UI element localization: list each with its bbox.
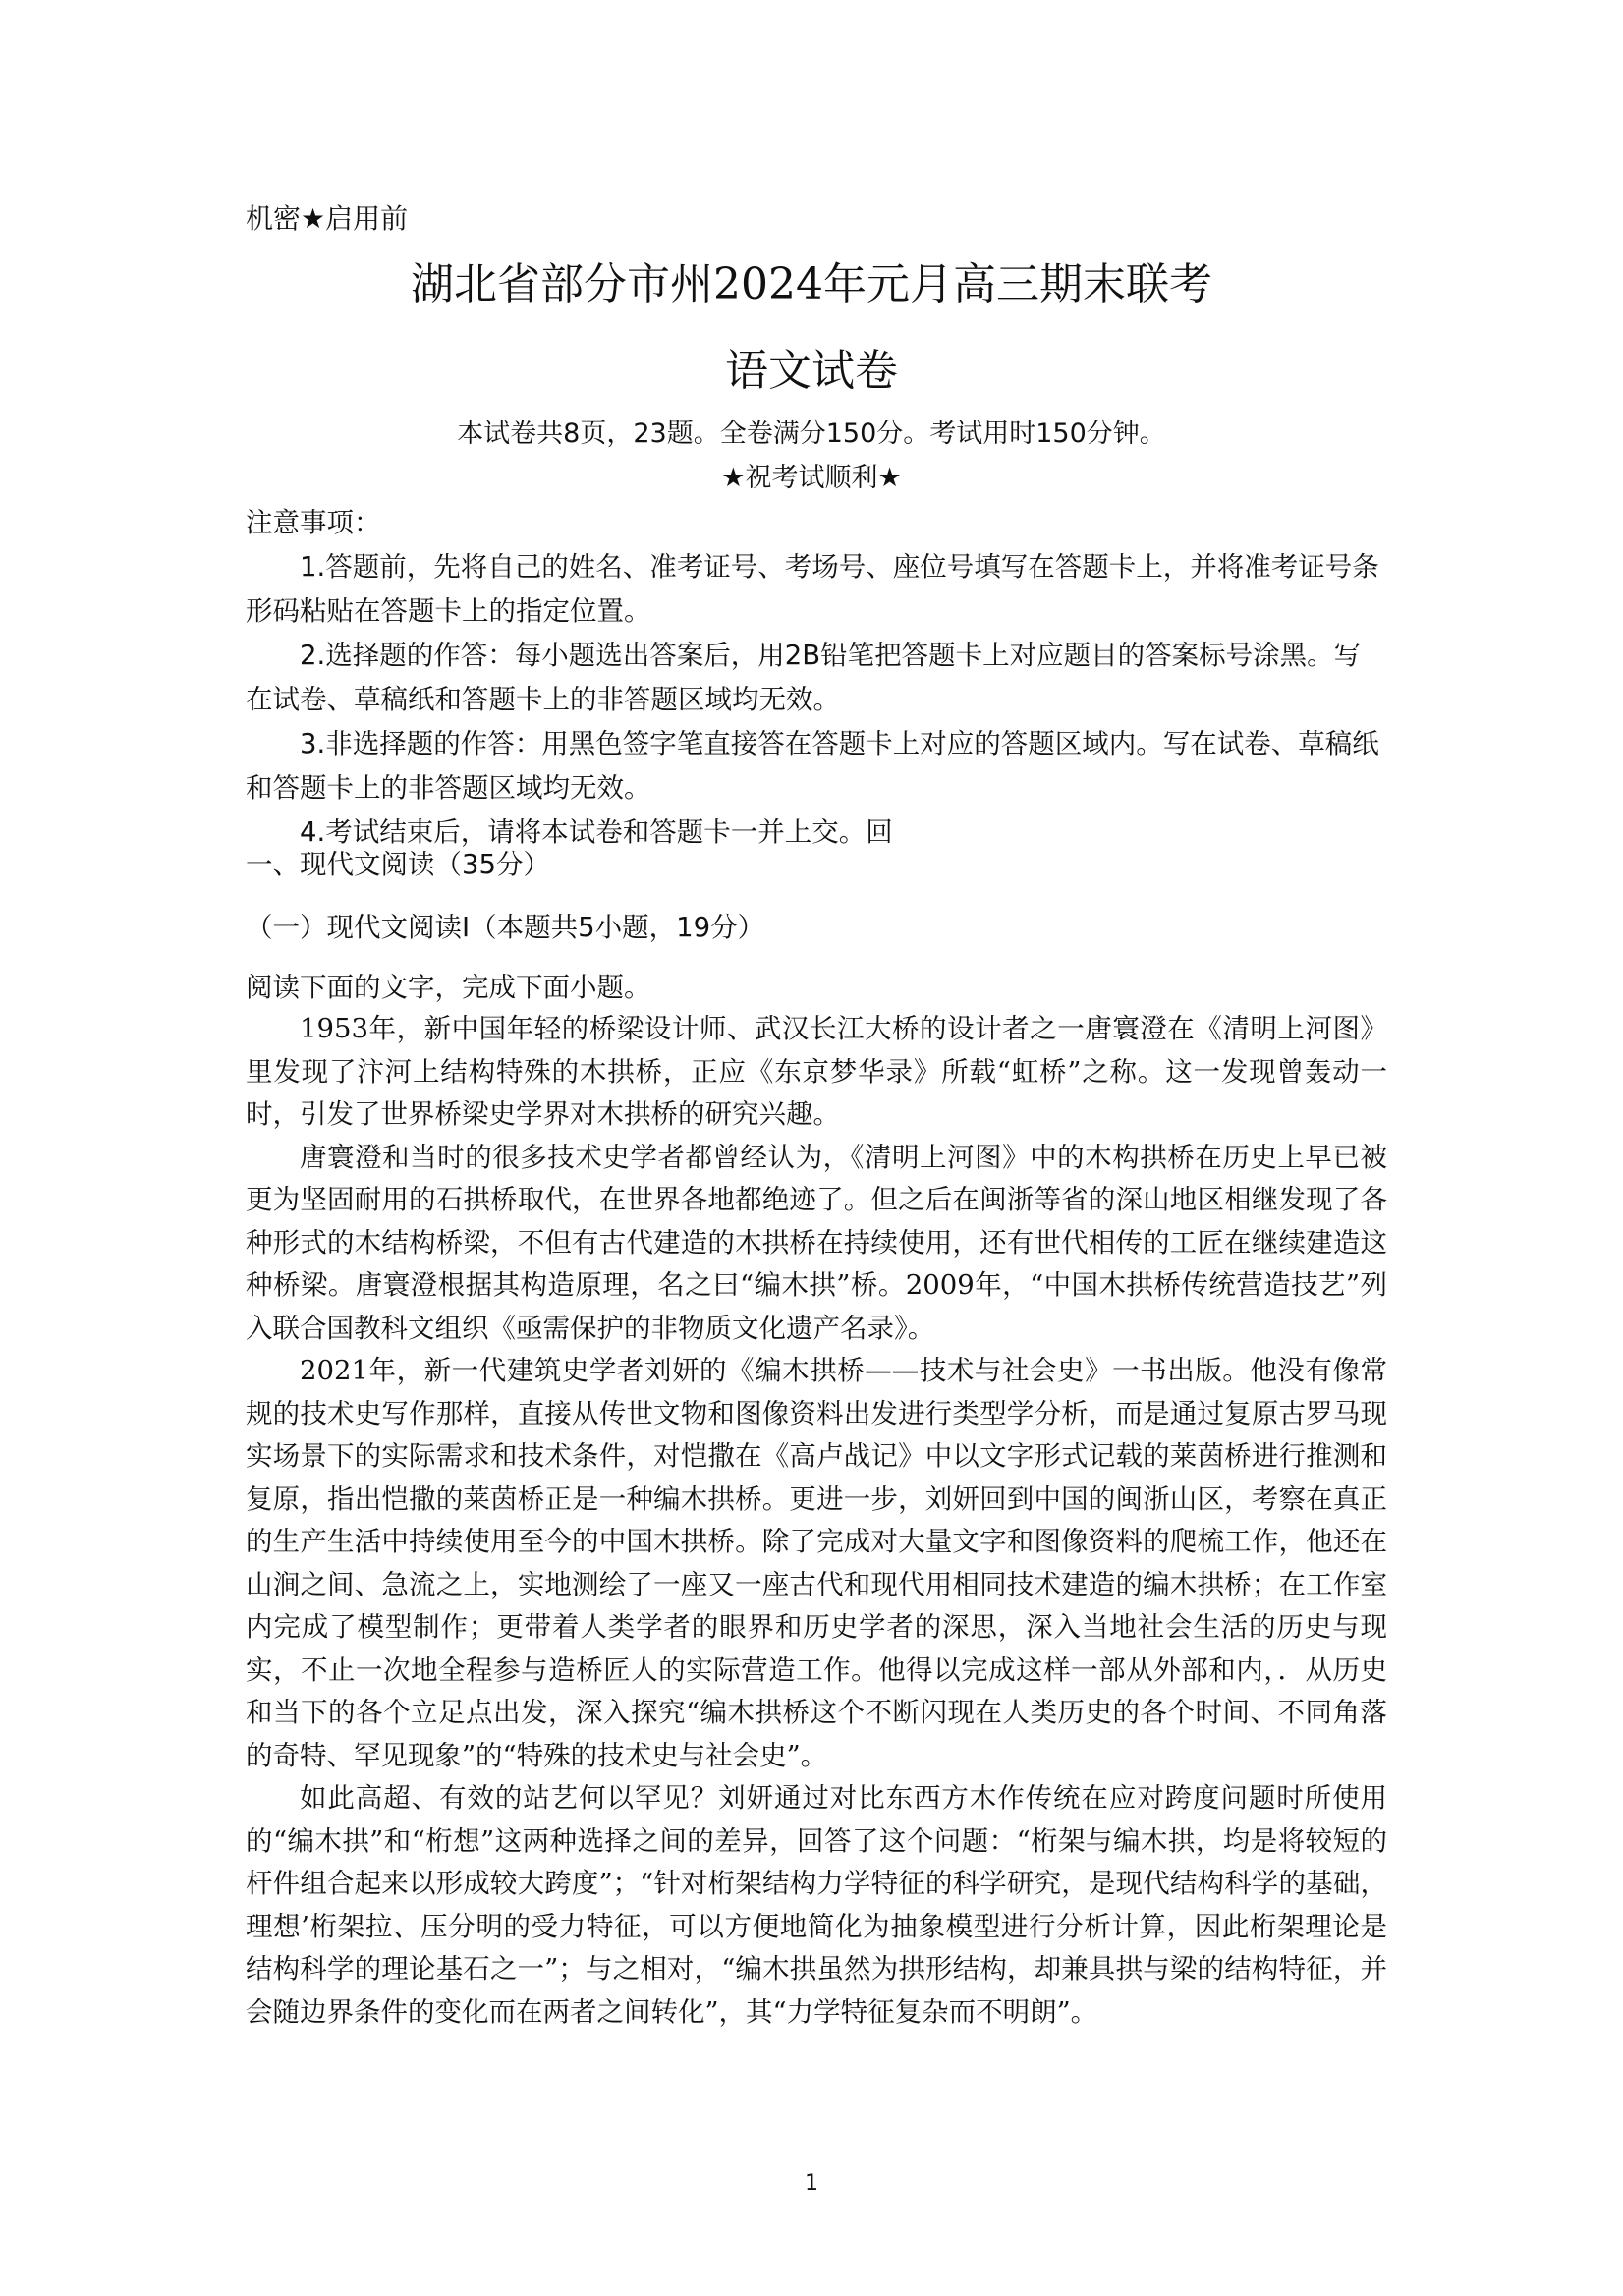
- notice-title: 注意事项：: [246, 507, 381, 538]
- notice-item: 4.考试结束后，请将本试卷和答题卡一并上交。回: [300, 816, 893, 848]
- sub-section-heading: （一）现代文阅读Ⅰ（本题共5小题，19分）: [246, 912, 765, 943]
- exam-info: 本试卷共8页，23题。全卷满分150分。考试用时150分钟。: [457, 419, 1166, 449]
- notice-item: 1.答题前，先将自己的姓名、准考证号、考场号、座位号填写在答题卡上，并将准考证号条形码粘贴在答题卡上的指定位置。: [246, 551, 1379, 627]
- passage-paragraph: 1953年，新中国年轻的桥梁设计师、武汉长江大桥的设计者之一唐寰澄在《清明上河图》里发现了汴河上结构特殊的木拱桥，正应《东京梦华录》所载“虹桥”之称。这一发现曾轰动一时，引发了世界桥梁史学界对木拱桥的研究兴趣。: [246, 1013, 1387, 1130]
- section-heading: 一、现代文阅读（35分）: [246, 849, 550, 880]
- passage-paragraph: 2021年，新一代建筑史学者刘妍的《编木拱桥——技术与社会史》一书出版。他没有像常规的技术史写作那样，直接从传世文物和图像资料出发进行类型学分析，而是通过复原古罗马现实场景下的实际需求和技术条件，对恺撒在《高卢战记》中以文字形式记载的莱茵桥进行推测和复原，指出恺撒的莱茵桥正是一种编木拱桥。更进一步，刘妍回到中国的闽浙山区，考察在真正的生产生活中持续使用至今的中国木拱桥。除了完成对大量文字和图像资料的爬梳工作，他还在山涧之间、急流之上，实地测绘了一座又一座古代和现代用相同技术建造的编木拱桥；在工作室内完成了模型制作；更带着人类学者的眼界和历史学者的深思，深入当地社会生活的历史与现实，不止一次地全程参与造桥匠人的实际营造工作。他得以完成这样一部从外部和内，．从历史和当下的各个立足点出发，深入探究“编木拱桥这个不断闪现在人类历史的各个时间、不同角落的奇特、罕见现象”的“特殊的技术史与社会史”。: [246, 1355, 1387, 1771]
- good-luck-line: ★祝考试顺利★: [721, 463, 902, 493]
- passage-paragraph: 唐寰澄和当时的很多技术史学者都曾经认为，《清明上河图》中的木构拱桥在历史上早已被更为坚固耐用的石拱桥取代，在世界各地都绝迹了。但之后在闽浙等省的深山地区相继发现了各种形式的木结构桥梁，不但有古代建造的木拱桥在持续使用，还有世代相传的工匠在继续建造这种桥梁。唐寰澄根据其构造原理，名之曰“编木拱”桥。2009年，“中国木拱桥传统营造技艺”列入联合国教科文组织《亟需保护的非物质文化遗产名录》。: [246, 1141, 1387, 1344]
- notice-item: 2.选择题的作答：每小题选出答案后，用2B铅笔把答题卡上对应题目的答案标号涂黑。写在试卷、草稿纸和答题卡上的非答题区域均无效。: [246, 640, 1362, 715]
- passage-paragraph: 如此高超、有效的站艺何以罕见？刘妍通过对比东西方木作传统在应对跨度问题时所使用的“编木拱”和“桁想”这两种选择之间的差异，回答了这个问题：“桁架与编木拱，均是将较短的杆件组合起来以形成较大跨度”；“针对桁架结构力学特征的科学研究，是现代结构科学的基础，理想’桁架拉、压分明的受力特征，可以方便地简化为抽象模型进行分析计算，因此桁架理论是结构科学的理论基石之一”；与之相对，“编木拱虽然为拱形结构，却兼具拱与梁的结构特征，并会随边界条件的变化而在两者之间转化”，其“力学特征复杂而不明朗”。: [246, 1782, 1387, 2028]
- reading-instruction: 阅读下面的文字，完成下面小题。: [246, 972, 651, 1003]
- subject-title: 语文试卷: [725, 346, 898, 396]
- reading-passage: [246, 1008, 1387, 2034]
- page-number: 1: [805, 2171, 818, 2196]
- exam-title: 湖北省部分市州2024年元月高三期末联考: [411, 259, 1212, 309]
- notice-item: 3.非选择题的作答：用黑色签字笔直接答在答题卡上对应的答题区域内。写在试卷、草稿纸和答题卡上的非答题区域均无效。: [246, 728, 1379, 804]
- confidential-label: 机密★启用前: [246, 202, 409, 235]
- notice-block: [246, 501, 1387, 855]
